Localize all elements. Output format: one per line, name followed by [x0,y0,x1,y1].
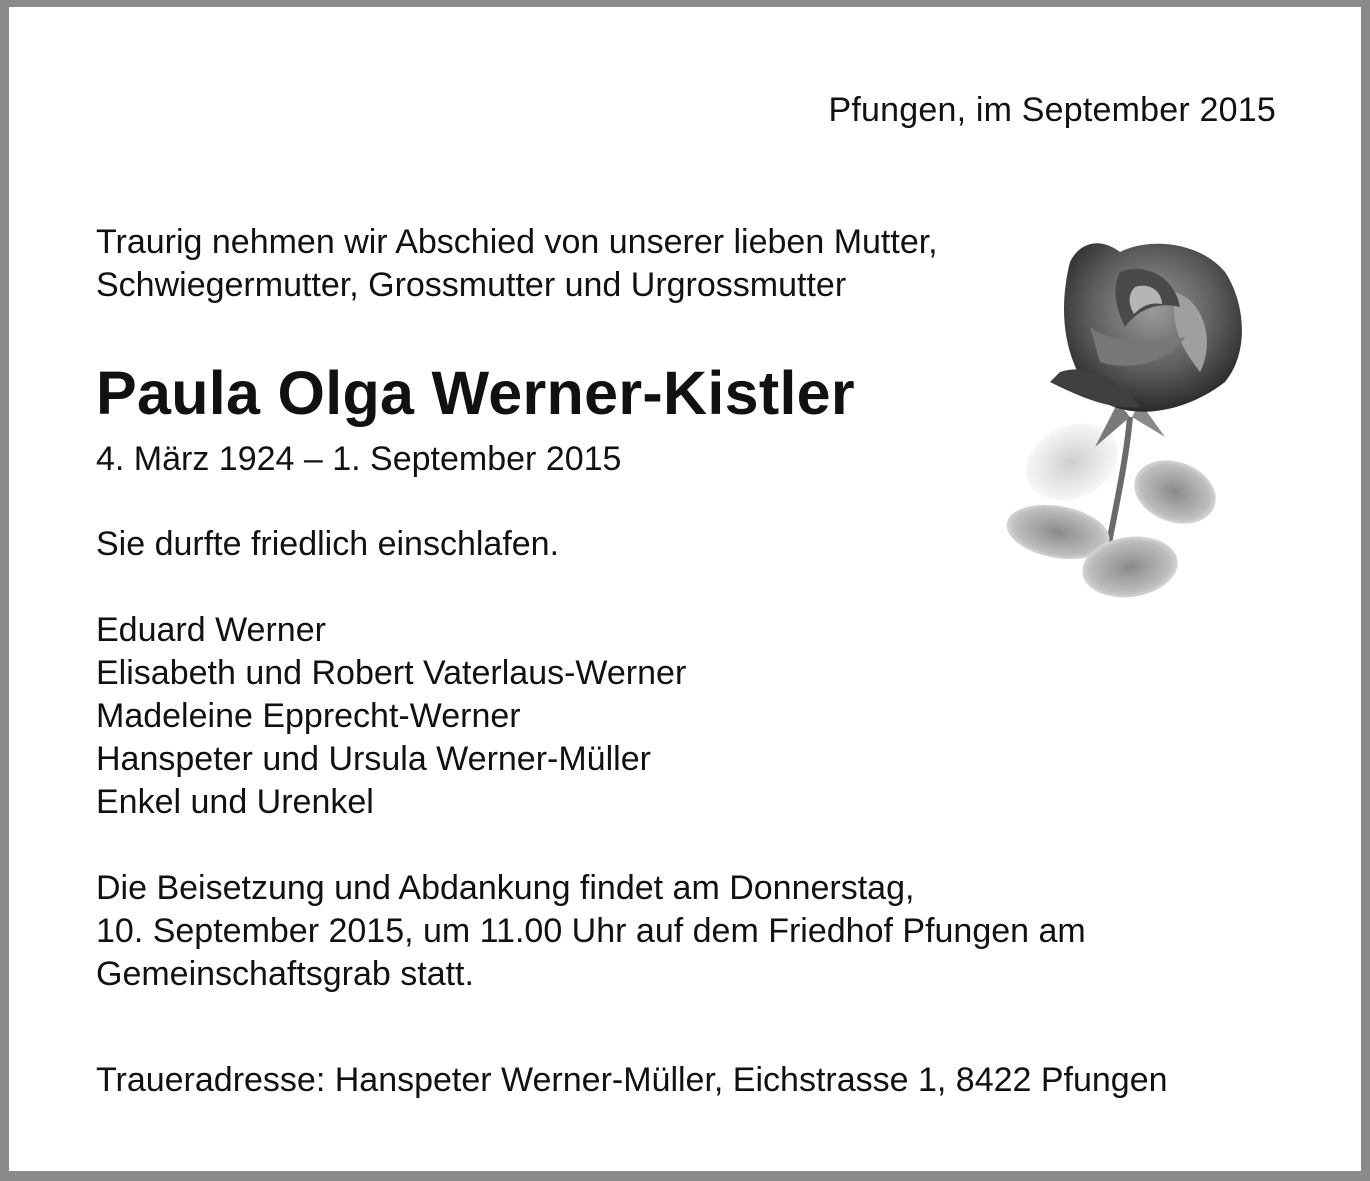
mourner-item: Hanspeter und Ursula Werner-Müller [96,740,651,778]
deceased-name: Paula Olga Werner-Kistler [96,359,855,427]
closing-sentence: Sie durfte friedlich einschlafen. [96,525,560,563]
life-dates: 4. März 1924 – 1. September 2015 [96,440,622,478]
mourner-item: Enkel und Urenkel [96,783,374,821]
intro-text [96,221,938,307]
intro-line: Traurig nehmen wir Abschied von unserer lieben Mutter, [96,223,938,261]
rose-icon [1000,232,1260,612]
ceremony-line: 10. September 2015, um 11.00 Uhr auf dem Friedhof Pfungen am [96,912,1086,950]
mourner-item: Elisabeth und Robert Vaterlaus-Werner [96,654,687,692]
ceremony-line: Gemeinschaftsgrab statt. [96,955,474,993]
intro-line: Schwiegermutter, Grossmutter und Urgrossmutter [96,266,847,304]
place-date: Pfungen, im September 2015 [828,91,1276,129]
mourner-item: Eduard Werner [96,611,326,649]
mourners-list [96,609,686,824]
mourning-address: Traueradresse: Hanspeter Werner-Müller, Eichstrasse 1, 8422 Pfungen [96,1061,1168,1099]
mourner-item: Madeleine Epprecht-Werner [96,697,521,735]
ceremony-line: Die Beisetzung und Abdankung findet am Donnerstag, [96,869,915,907]
ceremony-info [96,867,1086,996]
